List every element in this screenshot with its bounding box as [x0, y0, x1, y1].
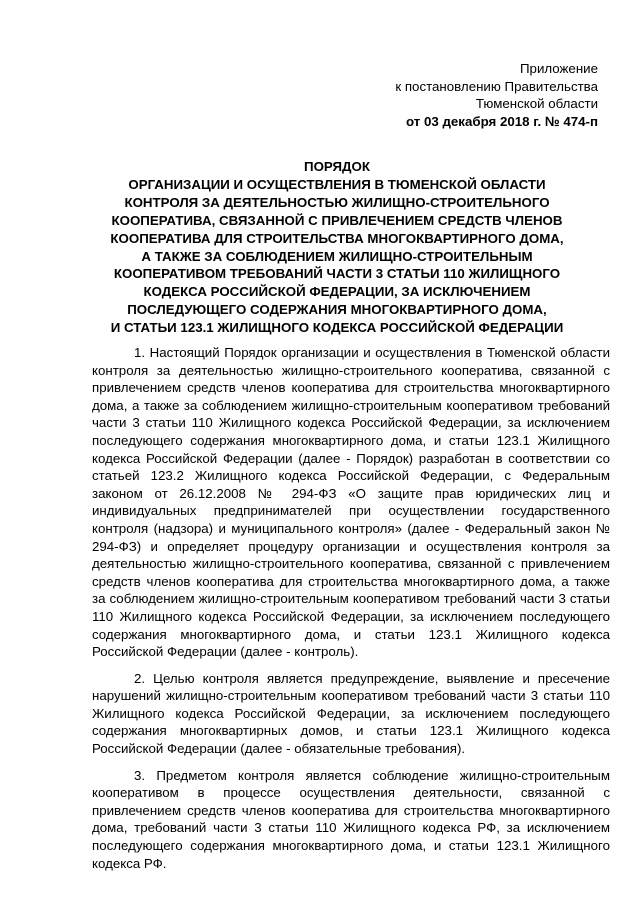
paragraph-1: 1. Настоящий Порядок организации и осуществления в Тюменской области контроля за деятельностью жилищно-строительного кооператива, связанной с привлечением средств членов кооператива для строительства многоквартирного дома, а также за соблюдением жилищно-строительным кооперативом требований части 3 статьи 110 Жилищного кодекса Российской Федерации, за исключением последующего содержания многоквартирного дома, и статьи 123.1 Жилищного кодекса Российской Федерации (далее - Порядок) разработан в соответствии со статьей 123.2 Жилищного кодекса Российской Федерации, с Федеральным законом от 26.12.2008 № 294-ФЗ «О защите прав юридических лиц и индивидуальных предпринимателей при осуществлении государственного контроля (надзора) и муниципального контроля» (далее - Федеральный закон № 294-ФЗ) и определяет процедуру организации и осуществления контроля за деятельностью жилищно-строительного кооператива, связанной с привлечением средств членов кооператива для строительства многоквартирного дома, а также за соблюдением жилищно-строительным кооперативом требований части 3 статьи 110 Жилищного кодекса Российской Федерации, за исключением последующего содержания многоквартирного дома, и статьи 123.1 Жилищного кодекса Российской Федерации (далее - контроль).	[92, 345, 610, 660]
title-line: И СТАТЬИ 123.1 ЖИЛИЩНОГО КОДЕКСА РОССИЙСКОЙ ФЕДЕРАЦИИ	[110, 320, 564, 336]
title-line: ПОСЛЕДУЮЩЕГО СОДЕРЖАНИЯ МНОГОКВАРТИРНОГО ДОМА,	[127, 302, 547, 318]
title-line: КОДЕКСА РОССИЙСКОЙ ФЕДЕРАЦИИ, ЗА ИСКЛЮЧЕНИЕМ	[143, 284, 531, 300]
appendix-resolution-ref: к постановлению Правительства	[395, 78, 598, 94]
title-line: ПОРЯДОК	[304, 159, 370, 174]
paragraph-3: 3. Предметом контроля является соблюдение жилищно-строительным кооперативом в процессе осуществления деятельности, связанной с привлечением средств членов кооператива для строительства многоквартирного дома, требований части 3 статьи 110 Жилищного кодекса РФ, за исключением последующего содержания многоквартирного дома, и статьи 123.1 Жилищного кодекса РФ.	[92, 767, 610, 871]
document-title	[92, 158, 582, 337]
title-line: КООПЕРАТИВА, СВЯЗАННОЙ С ПРИВЛЕЧЕНИЕМ СРЕДСТВ ЧЛЕНОВ	[111, 212, 563, 228]
title-line: ОРГАНИЗАЦИИ И ОСУЩЕСТВЛЕНИЯ В ТЮМЕНСКОЙ ОБЛАСТИ	[128, 176, 546, 192]
paragraph-2: 2. Целью контроля является предупреждение, выявление и пресечение нарушений жилищно-строительным кооперативом требований части 3 статьи 110 Жилищного кодекса Российской Федерации, за исключением последующего содержания многоквартирных домов, и статьи 123.1 Жилищного кодекса Российской Федерации (далее - обязательные требования).	[92, 670, 610, 757]
appendix-region: Тюменской области	[475, 96, 598, 111]
appendix-label: Приложение	[520, 61, 598, 76]
appendix-date-number: от 03 декабря 2018 г. № 474-п	[405, 113, 598, 129]
appendix-block	[395, 60, 598, 130]
document-body	[92, 344, 610, 881]
title-line: КООПЕРАТИВА ДЛЯ СТРОИТЕЛЬСТВА МНОГОКВАРТИРНОГО ДОМА,	[110, 230, 564, 246]
title-line: КОНТРОЛЯ ЗА ДЕЯТЕЛЬНОСТЬЮ ЖИЛИЩНО-СТРОИТЕЛЬНОГО	[124, 194, 550, 210]
title-line: А ТАКЖЕ ЗА СОБЛЮДЕНИЕМ ЖИЛИЩНО-СТРОИТЕЛЬНЫМ	[141, 248, 533, 264]
title-line: КООПЕРАТИВОМ ТРЕБОВАНИЙ ЧАСТИ 3 СТАТЬИ 110 ЖИЛИЩНОГО	[113, 266, 561, 282]
